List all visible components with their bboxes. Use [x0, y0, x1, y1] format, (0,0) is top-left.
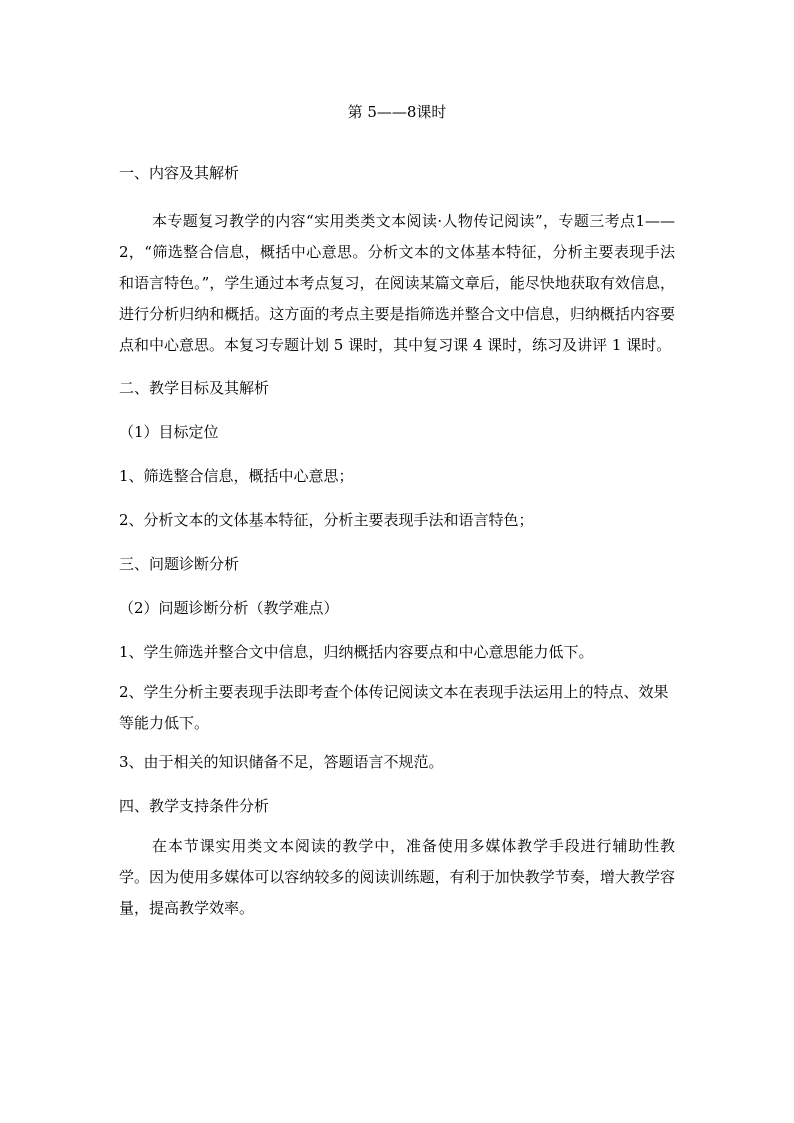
section-heading-goals: 二、教学目标及其解析 — [119, 379, 270, 397]
document-body — [119, 162, 675, 940]
section-heading-support: 四、教学支持条件分析 — [119, 797, 270, 815]
section-heading-content: 一、内容及其解析 — [119, 164, 240, 182]
problem-item-3: 3、由于相关的知识储备不足，答题语言不规范。 — [119, 753, 444, 771]
section-heading-problems: 三、问题诊断分析 — [119, 555, 240, 573]
content-analysis-paragraph: 本专题复习教学的内容“实用类类文本阅读·人物传记阅读”，专题三考点1——2，“筛选整合信息，概括中心意思。分析文本的文体基本特征，分析主要表现手法和语言特色。”，学生通过本考点复习，在阅读某篇文章后，能尽快地获取有效信息，进行分析归纳和概括。这方面的考点主要是指筛选并整合文中信息，归纳概括内容要点和中心意思。本复习专题计划 5 课时，其中复习课 4 课时，练习及讲评 1 课时。 — [119, 212, 675, 354]
problem-item-2: 2、学生分析主要表现手法即考查个体传记阅读文本在表现手法运用上的特点、效果等能力低下。 — [119, 683, 669, 732]
problem-item-1: 1、学生筛选并整合文中信息，归纳概括内容要点和中心意思能力低下。 — [119, 643, 594, 661]
page-title: 第 5——8课时 — [347, 103, 447, 121]
goals-subheading: （1）目标定位 — [119, 423, 219, 441]
goal-item-2: 2、分析文本的文体基本特征，分析主要表现手法和语言特色； — [119, 511, 534, 529]
support-analysis-paragraph: 在本节课实用类文本阅读的教学中，准备使用多媒体教学手段进行辅助性教学。因为使用多媒体可以容纳较多的阅读训练题，有利于加快教学节奏，增大教学容量，提高教学效率。 — [119, 837, 675, 917]
problems-subheading: （2）问题诊断分析（教学难点） — [119, 599, 339, 617]
goal-item-1: 1、筛选整合信息，概括中心意思； — [119, 467, 354, 485]
